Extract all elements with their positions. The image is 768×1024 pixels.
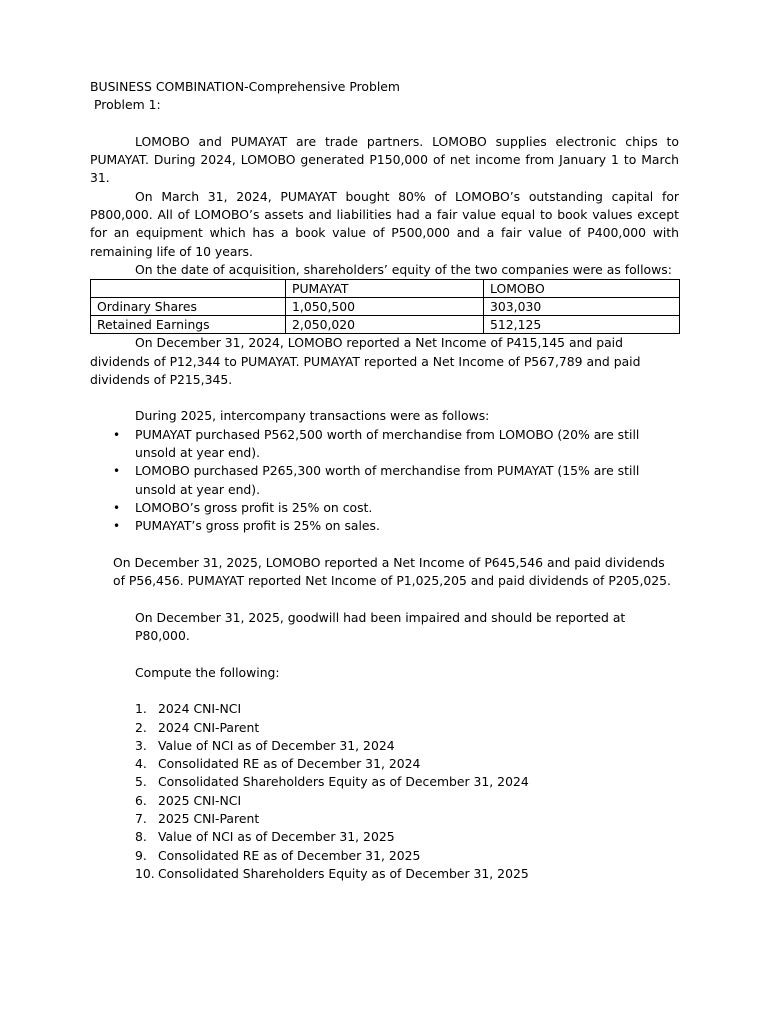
list-item	[135, 773, 679, 791]
spacer	[90, 645, 679, 663]
spacer	[90, 115, 679, 133]
table-cell: Ordinary Shares	[91, 298, 286, 316]
list-item	[135, 810, 679, 828]
item-text: Consolidated RE as of December 31, 2025	[158, 847, 421, 863]
paragraph-trade-partners: LOMOBO and PUMAYAT are trade partners. LOMOBO supplies electronic chips to PUMAYAT. During 2024, LOMOBO generated P150,000 of net income from January 1 to March 31.	[90, 133, 679, 186]
item-number: 10.	[135, 865, 155, 881]
list-item	[135, 792, 679, 810]
item-number: 8.	[135, 829, 147, 845]
table-header-cell: PUMAYAT	[286, 280, 484, 298]
table-cell: 1,050,500	[286, 298, 484, 316]
list-item-text: PUMAYAT purchased P562,500 worth of merchandise from LOMOBO (20% are still unsold at year end).	[135, 426, 640, 461]
list-item	[113, 499, 679, 517]
list-item	[135, 700, 679, 718]
spacer	[90, 389, 679, 407]
item-number: 9.	[135, 847, 147, 863]
document-title: BUSINESS COMBINATION-Comprehensive Problem	[90, 79, 400, 94]
table-row	[91, 316, 680, 334]
list-item	[135, 847, 679, 865]
bullet-icon: •	[113, 519, 121, 534]
paragraph-acquisition: On March 31, 2024, PUMAYAT bought 80% of LOMOBO’s outstanding capital for P800,000. All of LOMOBO’s assets and liabilities had a fair value equal to book values except for an equipment which has a book value of P500,000 and a fair value of P400,000 with remaining life of 10 years.	[90, 188, 679, 259]
list-item	[135, 737, 679, 755]
problem-heading: Problem 1:	[94, 97, 161, 113]
intercompany-list	[90, 426, 679, 536]
table-header-cell	[91, 280, 286, 298]
item-number: 6.	[135, 792, 147, 808]
item-text: Consolidated RE as of December 31, 2024	[158, 756, 421, 772]
item-text: Consolidated Shareholders Equity as of December 31, 2025	[158, 865, 529, 881]
item-number: 5.	[135, 774, 147, 790]
list-item	[135, 719, 679, 737]
item-number: 3.	[135, 737, 147, 753]
item-text: Consolidated Shareholders Equity as of December 31, 2024	[158, 774, 529, 790]
item-number: 7.	[135, 810, 147, 826]
list-item	[135, 755, 679, 773]
item-text: 2025 CNI-Parent	[158, 810, 260, 826]
list-item	[135, 828, 679, 846]
item-text: 2024 CNI-NCI	[158, 701, 242, 717]
paragraph-2024-results: On December 31, 2024, LOMOBO reported a Net Income of P415,145 and paid dividends of P12,344 to PUMAYAT. PUMAYAT reported a Net Income of P567,789 and paid dividends of P215,345.	[90, 335, 641, 387]
list-item-text: LOMOBO’s gross profit is 25% on cost.	[135, 499, 373, 515]
paragraph-compute-intro: Compute the following:	[135, 664, 280, 680]
item-number: 1.	[135, 701, 147, 717]
paragraph-2025-results: On December 31, 2025, LOMOBO reported a Net Income of P645,546 and paid dividends of P56,456. PUMAYAT reported Net Income of P1,025,205 and paid dividends of P205,025.	[113, 554, 671, 589]
list-item-text: LOMOBO purchased P265,300 worth of merchandise from PUMAYAT (15% are still unsold at year end).	[135, 463, 640, 497]
table-cell: Retained Earnings	[91, 316, 286, 334]
bullet-icon: •	[113, 427, 121, 442]
list-item-text: PUMAYAT’s gross profit is 25% on sales.	[135, 518, 380, 534]
paragraph-equity-intro: On the date of acquisition, shareholders’ equity of the two companies were as follows:	[135, 261, 672, 277]
item-number: 4.	[135, 756, 147, 772]
list-item	[113, 426, 679, 463]
paragraph-goodwill: On December 31, 2025, goodwill had been impaired and should be reported at P80,000.	[135, 609, 626, 644]
list-item	[135, 865, 679, 883]
item-number: 2.	[135, 719, 147, 735]
spacer	[90, 590, 679, 608]
paragraph-intercompany-intro: During 2025, intercompany transactions were as follows:	[135, 408, 490, 424]
spacer	[90, 536, 679, 554]
spacer	[90, 682, 679, 700]
table-cell: 303,030	[484, 298, 680, 316]
equity-table	[90, 279, 680, 334]
table-cell: 512,125	[484, 316, 680, 334]
bullet-icon: •	[113, 500, 121, 515]
table-cell: 2,050,020	[286, 316, 484, 334]
table-header-row	[91, 280, 680, 298]
table-row	[91, 298, 680, 316]
questions-list	[90, 700, 679, 883]
document-page	[90, 78, 679, 883]
list-item	[113, 517, 679, 535]
list-item	[113, 462, 679, 499]
item-text: Value of NCI as of December 31, 2025	[158, 829, 395, 845]
item-text: 2024 CNI-Parent	[158, 719, 260, 735]
item-text: 2025 CNI-NCI	[158, 792, 242, 808]
table-header-cell: LOMOBO	[484, 280, 680, 298]
item-text: Value of NCI as of December 31, 2024	[158, 737, 395, 753]
bullet-icon: •	[113, 464, 121, 479]
